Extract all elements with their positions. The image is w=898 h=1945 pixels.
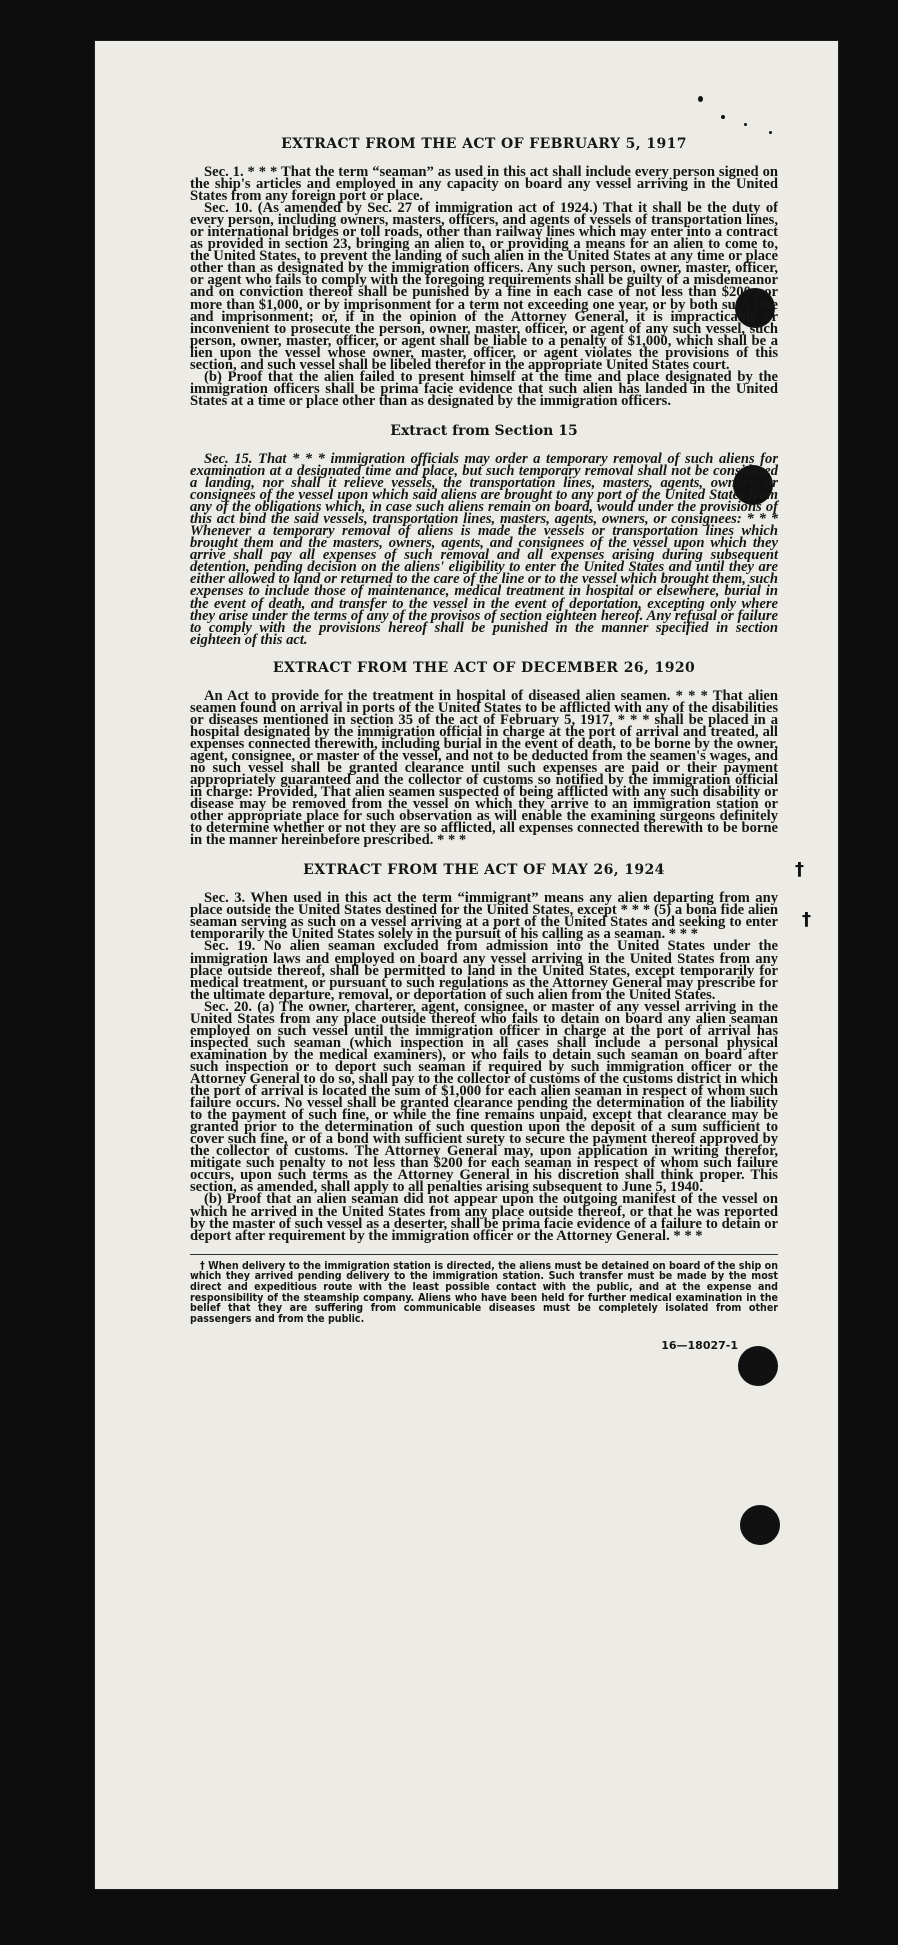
ink-speck: [698, 96, 703, 102]
margin-dagger: †: [795, 859, 804, 880]
paragraph: Sec. 1. * * * That the term “seaman” as used in this act shall include every person signed on the ship's articles and employed in any capacity on board any vessel arriving in the United States from any foreign port or place.: [190, 164, 778, 205]
binder-hole: [738, 1346, 778, 1386]
document-page: [95, 41, 838, 1889]
section-title: EXTRACT FROM THE ACT OF DECEMBER 26, 1920: [272, 659, 696, 676]
subsection-title: Extract from Section 15: [390, 422, 578, 439]
paragraph: (b) Proof that the alien failed to present himself at the time and place designated by the immigration officers shall be prima facie evidence that such alien has landed in the United States at a time or place other than as designated by the immigration officers.: [190, 368, 778, 409]
paragraph: Sec. 15. That * * * immigration officials may order a temporary removal of such aliens for examination at a designated time and place, but such temporary removal shall not be considered a landing, nor shall it relieve vessels, the transportation lines, masters, agents, owners, or consignees of the vessel upon which said aliens are brought to any port of the United States from any of the obligations which, in case such aliens remain on board, would under the provisions of this act bind the said vessels, transportation lines, masters, agents, owners, or consignees: * * * Whenever a temporary removal of aliens is made the vessels or transportation lines which brought them and the masters, owners, agents, and consignees of the vessel upon which they arrive shall pay all expenses of such removal and all expenses arising during subsequent detention, pending decision on the aliens' eligibility to enter the United States and until they are either allowed to land or returned to the care of the line or to the vessel which brought them, such expenses to include those of maintenance, medical treatment in hospital or elsewhere, burial in the event of death, and transfer to the vessel in the event of deportation, excepting only where they arise under the terms of any of the provisos of section eighteen hereof. Any refusal or failure to comply with the provisions hereof shall be punished in the manner specified in section eighteen of this act.: [190, 450, 778, 648]
section-title: EXTRACT FROM THE ACT OF FEBRUARY 5, 1917: [281, 136, 687, 152]
ink-speck: [769, 131, 772, 134]
section-title: EXTRACT FROM THE ACT OF MAY 26, 1924: [303, 862, 665, 879]
binder-hole: [740, 1505, 780, 1545]
ink-speck: [744, 123, 747, 126]
ink-speck: [721, 115, 725, 119]
paragraph: Sec. 19. No alien seaman excluded from admission into the United States under the immigration laws and employed on board any vessel arriving in the United States from any place outside thereof, shall be permitted to land in the United States, except temporarily for medical treatment, or pursuant to such regulations as the Attorney General may prescribe for the ultimate departure, removal, or deportation of such alien from the United States.: [190, 938, 778, 1003]
act-1920-section: [190, 660, 778, 847]
paragraph: Sec. 10. (As amended by Sec. 27 of immigration act of 1924.) That it shall be the duty of every person, including owners, masters, officers, and agents of vessels of transportation lines, or international bridges or toll roads, other than railway lines which may enter into a contract as provided in section 23, bringing an alien to, or providing a means for an alien to come to, the United States, to prevent the landing of such alien in the United States at any time or place other than as designated by the immigration officers. Any such person, owner, master, officer, or agent who fails to comply with the foregoing requirements shall be guilty of a misdemeanor and on conviction thereof shall be punished by a fine in each case of not less than $200 nor more than $1,000, or by imprisonment for a term not exceeding one year, or by both such fine and imprisonment; or, if in the opinion of the Attorney General, it is impracticable or inconvenient to prosecute the person, owner, master, officer, or agent of any such vessel, such person, owner, master, officer, or agent shall be liable to a penalty of $1,000, which shall be a lien upon the vessel whose owner, master, officer, or agent violates the provisions of this section, and such vessel shall be libeled therefor in the appropriate United States court.: [190, 200, 778, 373]
form-number: 16—18027-1: [661, 1338, 738, 1352]
paragraph: Sec. 20. (a) The owner, charterer, agent, consignee, or master of any vessel arriving in the United States from any place outside thereof who fails to detain on board any alien seaman employed on such vessel until the immigration officer in charge at the port of arrival has inspected such seaman (which inspection in all cases shall include a personal physical examination by the medical examiners), or who fails to detain such seaman on board after such inspection or to deport such seaman if required by such immigration officer or the Attorney General to do so, shall pay to the collector of customs of the customs district in which the port of arrival is located the sum of $1,000 for each alien seaman in respect of whom such failure occurs. No vessel shall be granted clearance pending the determination of the liability to the payment of such fine, or while the fine remains unpaid, except that clearance may be granted prior to the determination of such question upon the deposit of a sum sufficient to cover such fine, or of a bond with sufficient surety to secure the payment thereof approved by the collector of customs. The Attorney General may, upon application in writing therefor, mitigate such penalty to not less than $200 for each seaman in respect of whom such failure occurs, upon such terms as the Attorney General in his discretion shall think proper. This section, as amended, shall apply to all penalties arising subsequent to June 5, 1940.: [190, 998, 778, 1196]
act-1917-section: [190, 136, 778, 646]
footnote: † When delivery to the immigration station is directed, the aliens must be detained on board of the ship on which they arrived pending delivery to the immigration station. Such transfer must be made by the most direct and expeditious route with the least possible contact with the public, and at the expense and responsibility of the steamship company. Aliens who have been held for further medical examination in the belief that they are suffering from communicable diseases must be completely isolated from other passengers and from the public.: [190, 1259, 778, 1326]
paragraph: Sec. 3. When used in this act the term “immigrant” means any alien departing from any place outside the United States destined for the United States, except * * * (5) a bona fide alien seaman serving as such on a vessel arriving at a port of the United States and seeking to enter temporarily the United States solely in the pursuit of his calling as a seaman. * * *: [190, 890, 778, 943]
paragraph: An Act to provide for the treatment in hospital of diseased alien seamen. * * * That alien seamen found on arrival in ports of the United States to be afflicted with any of the disabilities or diseases mentioned in section 35 of the act of February 5, 1917, * * * shall be placed in a hospital designated by the immigration official in charge at the port of arrival and treated, all expenses connected therewith, including burial in the event of death, to be borne by the owner, agent, consignee, or master of the vessel, and not to be deducted from the seamen's wages, and no such vessel shall be granted clearance until such expenses are paid or their payment appropriately guaranteed and the collector of customs so notified by the immigration official in charge: Provided, That alien seamen suspected of being afflicted with any such disability or disease may be removed from the vessel on which they arrive to an immigration station or other appropriate place for such observation as will enable the examining surgeons definitely to determine whether or not they are so afflicted, all expenses connected therewith to be borne in the manner hereinbefore prescribed. * * *: [190, 687, 778, 849]
footnote-divider: [190, 1254, 778, 1255]
act-1924-section: [190, 862, 778, 1244]
paragraph: (b) Proof that an alien seaman did not appear upon the outgoing manifest of the vessel on which he arrived in the United States from any place outside thereof, or that he was reported by the master of such vessel as a deserter, shall be prima facie evidence of a failure to detain or deport after requirement by the immigration officer or the Attorney General. * * *: [190, 1191, 778, 1244]
document-body: [190, 136, 778, 1352]
margin-dagger: †: [802, 909, 811, 930]
